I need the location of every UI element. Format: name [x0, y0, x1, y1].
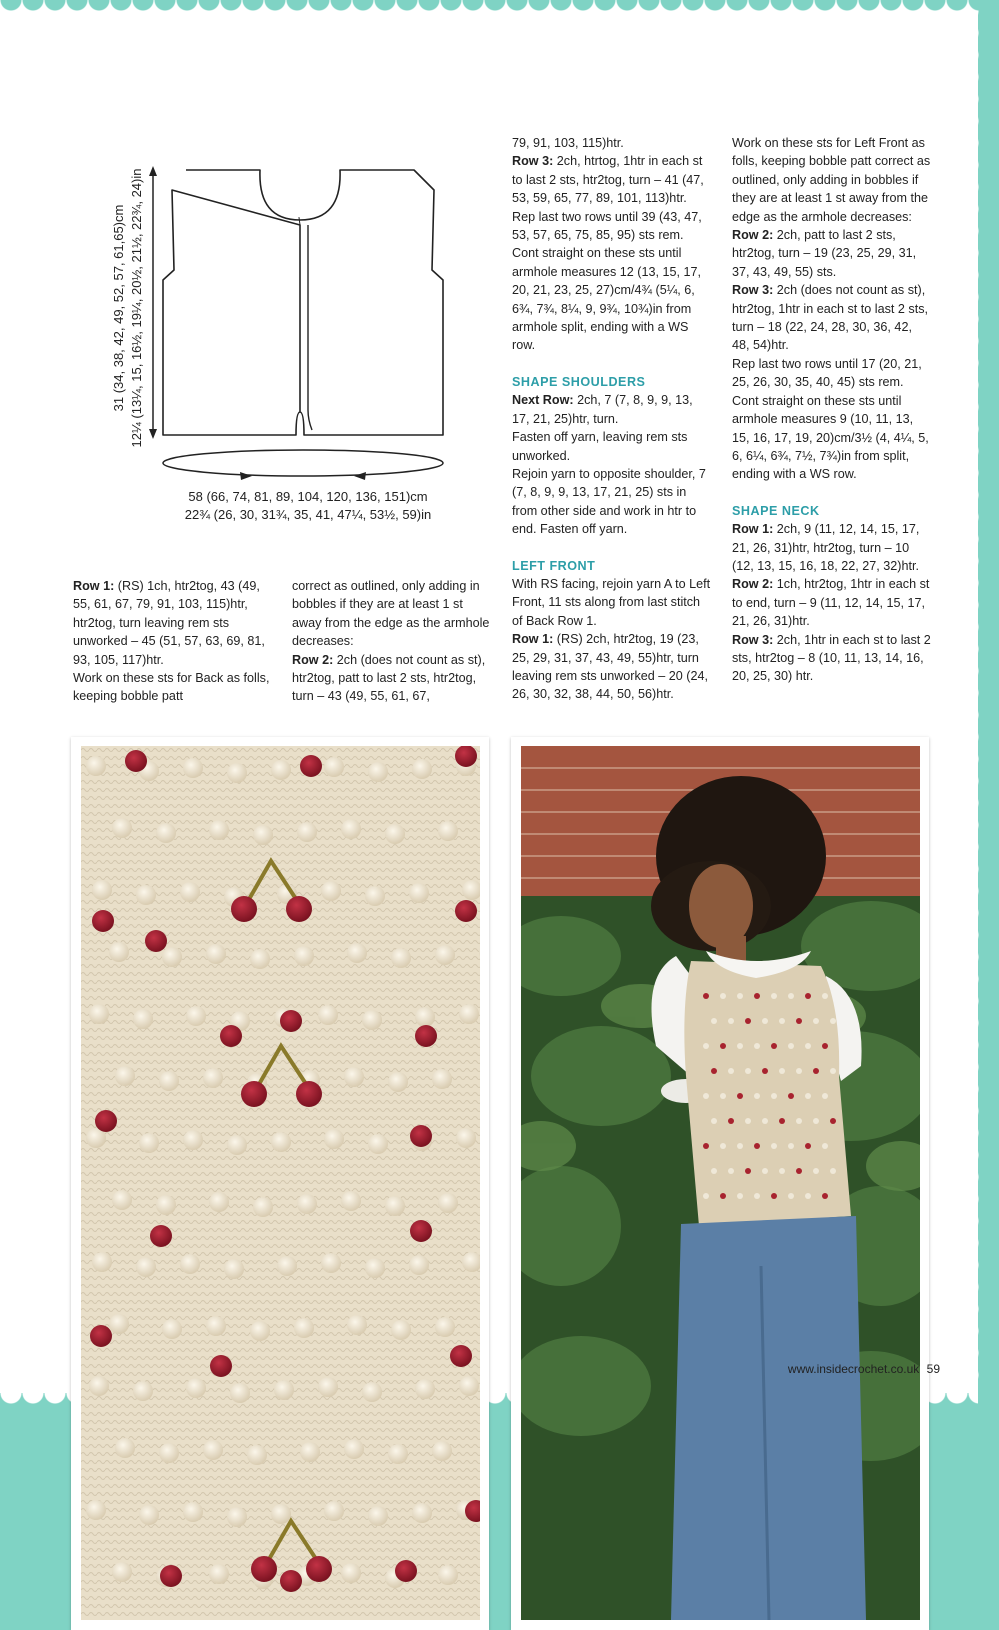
paragraph: Row 3: 2ch (does not count as st), htr2tog, 1htr in each st to last 2 sts, turn – 18 (22, 24, 28, 30, 36, 42, 48, 54)htr.	[732, 283, 929, 353]
bobble-stitch	[456, 1128, 476, 1148]
bobble-stitch	[324, 1501, 344, 1521]
vest-bobble	[788, 993, 794, 999]
bobble-stitch	[362, 1382, 382, 1402]
decorative-border-top	[0, 0, 999, 22]
paragraph: Row 1: 2ch, 9 (11, 12, 14, 15, 17, 21, 26, 31)htr, htr2tog, turn – 10 (12, 13, 15, 16, 18, 22, 27, 32)htr.	[732, 522, 920, 573]
bobble-stitch	[274, 1380, 294, 1400]
bobble-stitch	[109, 1314, 129, 1334]
vest-bobble	[703, 1093, 709, 1099]
vest-bobble	[796, 1118, 802, 1124]
bobble-stitch	[206, 1316, 226, 1336]
paragraph: Next Row: 2ch, 7 (7, 8, 9, 9, 13, 17, 21, 25)htr, turn.	[512, 393, 693, 426]
paragraph: Work on these sts for Left Front as folls, keeping bobble patt correct as outlined, only adding in bobbles if they are at least 1 st away from the edge as the armhole decreases:	[732, 136, 931, 224]
bobble-stitch	[253, 1197, 273, 1217]
row-label: Row 3:	[732, 632, 774, 647]
bobble-stitch	[136, 1257, 156, 1277]
vest-bobble	[813, 1118, 819, 1124]
bobble-stitch	[112, 1562, 132, 1582]
vest-bobble	[754, 1093, 760, 1099]
bobble-stitch	[347, 943, 367, 963]
text-column-2	[292, 577, 492, 706]
vest-bobble	[754, 1043, 760, 1049]
vest-bobble	[830, 1168, 836, 1174]
vest-bobble	[762, 1068, 768, 1074]
bobble-stitch	[183, 1502, 203, 1522]
row-label: Row 2:	[732, 577, 774, 592]
bobble-stitch	[209, 1564, 229, 1584]
bobble-stitch	[438, 1565, 458, 1585]
vest-bobble	[805, 1043, 811, 1049]
bobble-stitch	[227, 763, 247, 783]
paragraph: Row 1: (RS) 2ch, htr2tog, 19 (23, 25, 29, 31, 37, 43, 49, 55)htr, turn leaving rem sts unworked – 20 (24, 26, 30, 32, 38, 44, 50, 56)htr.	[512, 632, 709, 702]
paragraph: Rejoin yarn to opposite shoulder, 7 (7, 8, 9, 9, 13, 17, 21, 25) sts in from other side and work in htr to end. Fasten off yarn.	[512, 466, 706, 537]
bobble-stitch	[209, 820, 229, 840]
bobble-stitch	[162, 1319, 182, 1339]
bobble-stitch	[224, 1259, 244, 1279]
bobble-stitch	[324, 757, 344, 777]
vest-bobble	[703, 1143, 709, 1149]
vest-bobble	[737, 1143, 743, 1149]
width-in: 22¾ (26, 30, 31¾, 35, 41, 47¼, 53½, 59)in	[184, 507, 432, 522]
paragraph: correct as outlined, only adding in bobbles if they are at least 1 st away from the edge as the armhole decreases:	[292, 579, 490, 649]
bobble-stitch	[277, 1256, 297, 1276]
bobble-stitch	[391, 1320, 411, 1340]
bobble-stitch	[294, 1318, 314, 1338]
paragraph: 79, 91, 103, 115)htr.	[512, 136, 624, 150]
vest-bobble	[737, 1193, 743, 1199]
bobble-stitch	[133, 1009, 153, 1029]
vest-bobble	[745, 1018, 751, 1024]
cherry-bobble	[241, 1081, 267, 1107]
paragraph: Row 3: 2ch, htrtog, 1htr in each st to last 2 sts, htr2tog, turn – 41 (47, 53, 59, 65, 77, 89, 101, 113)htr.	[512, 154, 704, 206]
cherry-bobble	[300, 755, 322, 777]
cherry-bobble	[395, 1560, 417, 1582]
cherry-bobble	[160, 1565, 182, 1587]
vest-bobble	[771, 1143, 777, 1149]
vest-bobble	[711, 1118, 717, 1124]
vest-bobble	[822, 1043, 828, 1049]
vest-bobble	[796, 1068, 802, 1074]
vest-bobble	[796, 1168, 802, 1174]
bobble-stitch	[385, 1196, 405, 1216]
paragraph: Rep last two rows until 17 (20, 21, 25, 26, 30, 35, 40, 45) sts rem.	[732, 356, 922, 390]
vest-bobble	[805, 1093, 811, 1099]
paragraph: Cont straight on these sts until armhole measures 9 (10, 11, 13, 15, 16, 17, 19, 20)cm/3½ (4, 4¼, 5, 6, 6¼, 6¾, 7½, 7¾)in from split, ending with a WS row.	[732, 393, 929, 482]
cherry-bobble	[296, 1081, 322, 1107]
row-label: Row 1:	[73, 579, 115, 593]
bobble-stitch	[318, 1377, 338, 1397]
vest-bobble	[745, 1068, 751, 1074]
bobble-stitch	[412, 759, 432, 779]
bobble-stitch	[341, 819, 361, 839]
page-number: 59	[926, 1362, 940, 1376]
vest-bobble	[822, 993, 828, 999]
bobble-stitch	[344, 1067, 364, 1087]
bobble-stitch	[435, 945, 455, 965]
section-heading-shape-neck: SHAPE NECK	[732, 503, 820, 518]
bobble-stitch	[341, 1563, 361, 1583]
page-footer	[700, 1362, 940, 1376]
vest-bobble	[762, 1168, 768, 1174]
vest-bobble	[737, 1093, 743, 1099]
bobble-stitch	[109, 942, 129, 962]
paragraph: Work on these sts for Back as folls, keeping bobble patt	[73, 671, 270, 704]
vest-bobble	[720, 993, 726, 999]
vest-bobble	[813, 1018, 819, 1024]
vest-bobble	[822, 1093, 828, 1099]
cherry-bobble	[410, 1220, 432, 1242]
bobble-stitch	[324, 1129, 344, 1149]
bobble-stitch	[133, 1381, 153, 1401]
cherry-bobble	[280, 1010, 302, 1032]
cherry-bobble	[280, 1570, 302, 1592]
bobble-stitch	[365, 1258, 385, 1278]
bobble-stitch	[183, 758, 203, 778]
bobble-stitch	[139, 1133, 159, 1153]
row-label: Row 3:	[512, 154, 554, 169]
paragraph: Row 1: (RS) 1ch, htr2tog, 43 (49, 55, 61, 67, 79, 91, 103, 115)htr, htr2tog, turn leaving rem sts unworked – 45 (51, 57, 63, 69, 81, 93, 105, 117)htr.	[73, 579, 265, 667]
cherry-bobble	[455, 900, 477, 922]
vest-bobble	[771, 1193, 777, 1199]
bobble-stitch	[162, 947, 182, 967]
vest-bobble	[737, 993, 743, 999]
bobble-stitch	[180, 882, 200, 902]
bobble-stitch	[438, 821, 458, 841]
bobble-stitch	[459, 1376, 479, 1396]
bobble-stitch	[388, 1444, 408, 1464]
vest-bobble	[779, 1118, 785, 1124]
paragraph: Rep last two rows until 39 (43, 47, 53, 57, 65, 75, 85, 95) sts rem.	[512, 209, 702, 243]
model-wearing-vest-image	[521, 746, 920, 1620]
paragraph: Row 2: 1ch, htr2tog, 1htr in each st to end, turn – 9 (11, 12, 14, 15, 17, 21, 26, 31)htr.	[732, 577, 930, 629]
vest-bobble	[728, 1018, 734, 1024]
paragraph: With RS facing, rejoin yarn A to Left Front, 11 sts along from last stitch of Back Row 1.	[512, 576, 711, 628]
bobble-stitch	[318, 1005, 338, 1025]
vest-bobble	[788, 1143, 794, 1149]
bobble-stitch	[206, 944, 226, 964]
cherry-bobble	[415, 1025, 437, 1047]
bobble-stitch	[203, 1440, 223, 1460]
vest-bobble	[813, 1168, 819, 1174]
bobble-stitch	[112, 1190, 132, 1210]
vest-bobble	[830, 1018, 836, 1024]
vest-bobble	[830, 1068, 836, 1074]
vest-bobble	[745, 1168, 751, 1174]
bobble-stitch	[432, 1441, 452, 1461]
cherry-bobble	[150, 1225, 172, 1247]
bobble-stitch	[186, 1378, 206, 1398]
bobble-stitch	[297, 822, 317, 842]
bobble-stitch	[159, 1443, 179, 1463]
bobble-stitch	[156, 1195, 176, 1215]
bobble-stitch	[438, 1193, 458, 1213]
bobble-stitch	[415, 1379, 435, 1399]
bobble-stitch	[409, 1255, 429, 1275]
vest-bobble	[711, 1018, 717, 1024]
vest-bobble	[720, 1043, 726, 1049]
row-label: Row 2:	[292, 652, 334, 667]
paragraph: Cont straight on these sts until armhole measures 12 (13, 15, 17, 20, 21, 23, 25, 27)cm/4¾ (5¼, 6, 6¾, 7¾, 8¼, 9, 9¾, 10¾)in from armhole split, ending with a WS row.	[512, 246, 702, 353]
bobble-stitch	[409, 883, 429, 903]
vest-bobble	[805, 1143, 811, 1149]
vest-bobble	[703, 1193, 709, 1199]
cherry-bobble	[410, 1125, 432, 1147]
bobble-stitch	[300, 1442, 320, 1462]
width-cm: 58 (66, 74, 81, 89, 104, 120, 136, 151)cm	[188, 489, 428, 504]
vest-bobble	[762, 1118, 768, 1124]
bobble-stitch	[365, 886, 385, 906]
vest-bobble	[754, 1193, 760, 1199]
cherry-bobble	[90, 1325, 112, 1347]
bobble-stitch	[115, 1438, 135, 1458]
vest-bobble	[703, 993, 709, 999]
bobble-stitch	[344, 1439, 364, 1459]
bobble-stitch	[388, 1072, 408, 1092]
bobble-stitch	[415, 1007, 435, 1027]
bobble-stitch	[435, 1317, 455, 1337]
bobble-stitch	[271, 1132, 291, 1152]
text-column-4	[732, 134, 932, 686]
section-heading-left-front: LEFT FRONT	[512, 558, 596, 573]
vest-bobble	[788, 1043, 794, 1049]
width-arrow	[163, 450, 443, 476]
bobble-stitch	[347, 1315, 367, 1335]
bobble-stitch	[230, 1383, 250, 1403]
bobble-stitch	[92, 880, 112, 900]
cherry-bobble	[145, 930, 167, 952]
vest-bobble	[711, 1168, 717, 1174]
vest-bobble	[728, 1068, 734, 1074]
bobble-stitch	[156, 823, 176, 843]
bobble-stitch	[136, 885, 156, 905]
bobble-stitch	[247, 1445, 267, 1465]
cherry-bobble	[220, 1025, 242, 1047]
row-label: Row 1:	[732, 522, 774, 537]
vest-bobble	[745, 1118, 751, 1124]
row-label: Next Row:	[512, 393, 574, 408]
bobble-stitch	[341, 1191, 361, 1211]
paragraph: Row 2: 2ch (does not count as st), htr2tog, patt to last 2 sts, htr2tog, turn – 43 (49, 55, 61, 67,	[292, 652, 486, 704]
vest-bobble	[822, 1143, 828, 1149]
bobble-stitch	[115, 1066, 135, 1086]
bobble-stitch	[86, 756, 106, 776]
vest-bobble	[779, 1018, 785, 1024]
cherry-bobble	[210, 1355, 232, 1377]
vest-bobble	[728, 1118, 734, 1124]
vest-bobble	[813, 1068, 819, 1074]
bobble-stitch	[432, 1069, 452, 1089]
vest-bobble	[771, 1093, 777, 1099]
row-label: Row 2:	[732, 228, 774, 243]
bobble-stitch	[368, 762, 388, 782]
text-column-1	[73, 577, 273, 706]
vest-bobble	[711, 1068, 717, 1074]
vest-bobble	[779, 1068, 785, 1074]
vest-bobble	[762, 1018, 768, 1024]
vest-bobble	[703, 1043, 709, 1049]
bobble-stitch	[368, 1134, 388, 1154]
vest-bobble	[728, 1168, 734, 1174]
text-column-3	[512, 134, 712, 704]
vest-bobble	[805, 1193, 811, 1199]
bobble-stitch	[227, 1135, 247, 1155]
crochet-fabric-closeup-image	[81, 746, 480, 1620]
cherry-bobble	[286, 896, 312, 922]
bobble-stitch	[183, 1130, 203, 1150]
bobble-stitch	[89, 1004, 109, 1024]
bobble-stitch	[321, 881, 341, 901]
cherry-bobble	[231, 896, 257, 922]
vest-bobble	[720, 1193, 726, 1199]
cherry-bobble	[450, 1345, 472, 1367]
bobble-stitch	[112, 818, 132, 838]
bobble-stitch	[391, 948, 411, 968]
bobble-stitch	[412, 1503, 432, 1523]
bobble-stitch	[294, 946, 314, 966]
vest-bobble	[805, 993, 811, 999]
paragraph: Fasten off yarn, leaving rem sts unworked.	[512, 430, 688, 463]
row-label: Row 3:	[732, 283, 774, 298]
vest-bobble	[720, 1093, 726, 1099]
bobble-stitch	[186, 1006, 206, 1026]
bobble-stitch	[227, 1507, 247, 1527]
bobble-stitch	[139, 1505, 159, 1525]
bobble-stitch	[297, 1194, 317, 1214]
vest-bobble	[796, 1018, 802, 1024]
bobble-stitch	[86, 1500, 106, 1520]
vest-bobble	[771, 993, 777, 999]
bobble-stitch	[180, 1254, 200, 1274]
cherry-bobble	[306, 1556, 332, 1582]
vest-bobble	[754, 1143, 760, 1149]
bobble-stitch	[250, 1321, 270, 1341]
website-url: www.insidecrochet.co.uk	[787, 1362, 920, 1376]
vest-bobble	[788, 1093, 794, 1099]
bobble-stitch	[209, 1192, 229, 1212]
height-cm: 31 (34, 38, 42, 49, 52, 57, 61,65)cm	[111, 204, 126, 412]
bobble-stitch	[362, 1010, 382, 1030]
vest-bobble	[771, 1043, 777, 1049]
vest-bobble	[754, 993, 760, 999]
cherry-bobble	[92, 910, 114, 932]
height-in: 12¼ (13¼, 15, 16½, 19¼, 20½, 21½, 22¾, 24)in	[129, 168, 144, 448]
bobble-stitch	[385, 824, 405, 844]
bobble-stitch	[459, 1004, 479, 1024]
bobble-stitch	[271, 1504, 291, 1524]
bobble-stitch	[321, 1253, 341, 1273]
cherry-bobble	[125, 750, 147, 772]
vest-bobble	[822, 1193, 828, 1199]
vest-schematic-diagram	[100, 130, 470, 530]
cherry-bobble	[455, 746, 477, 767]
bobble-stitch	[253, 825, 273, 845]
paragraph: Row 2: 2ch, patt to last 2 sts, htr2tog, turn – 19 (23, 25, 29, 31, 37, 43, 49, 55) sts.	[732, 228, 917, 279]
bobble-stitch	[250, 949, 270, 969]
section-heading-shape-shoulders: SHAPE SHOULDERS	[512, 374, 646, 389]
vest-bobble	[779, 1168, 785, 1174]
bobble-stitch	[368, 1506, 388, 1526]
height-measurement	[110, 68, 146, 548]
width-measurement	[148, 488, 468, 524]
cherry-bobble	[95, 1110, 117, 1132]
bobble-stitch	[92, 1252, 112, 1272]
vest-bobble	[788, 1193, 794, 1199]
row-label: Row 1:	[512, 632, 554, 647]
bobble-stitch	[271, 760, 291, 780]
bobble-stitch	[203, 1068, 223, 1088]
vest-outline	[163, 170, 443, 435]
paragraph: Row 3: 2ch, 1htr in each st to last 2 sts, htr2tog – 8 (10, 11, 13, 14, 16, 20, 25, 30) htr.	[732, 632, 931, 684]
bobble-stitch	[89, 1376, 109, 1396]
vest-bobble	[737, 1043, 743, 1049]
bobble-stitch	[159, 1071, 179, 1091]
cherry-bobble	[251, 1556, 277, 1582]
vest-bobble	[830, 1118, 836, 1124]
vest-bobble	[720, 1143, 726, 1149]
